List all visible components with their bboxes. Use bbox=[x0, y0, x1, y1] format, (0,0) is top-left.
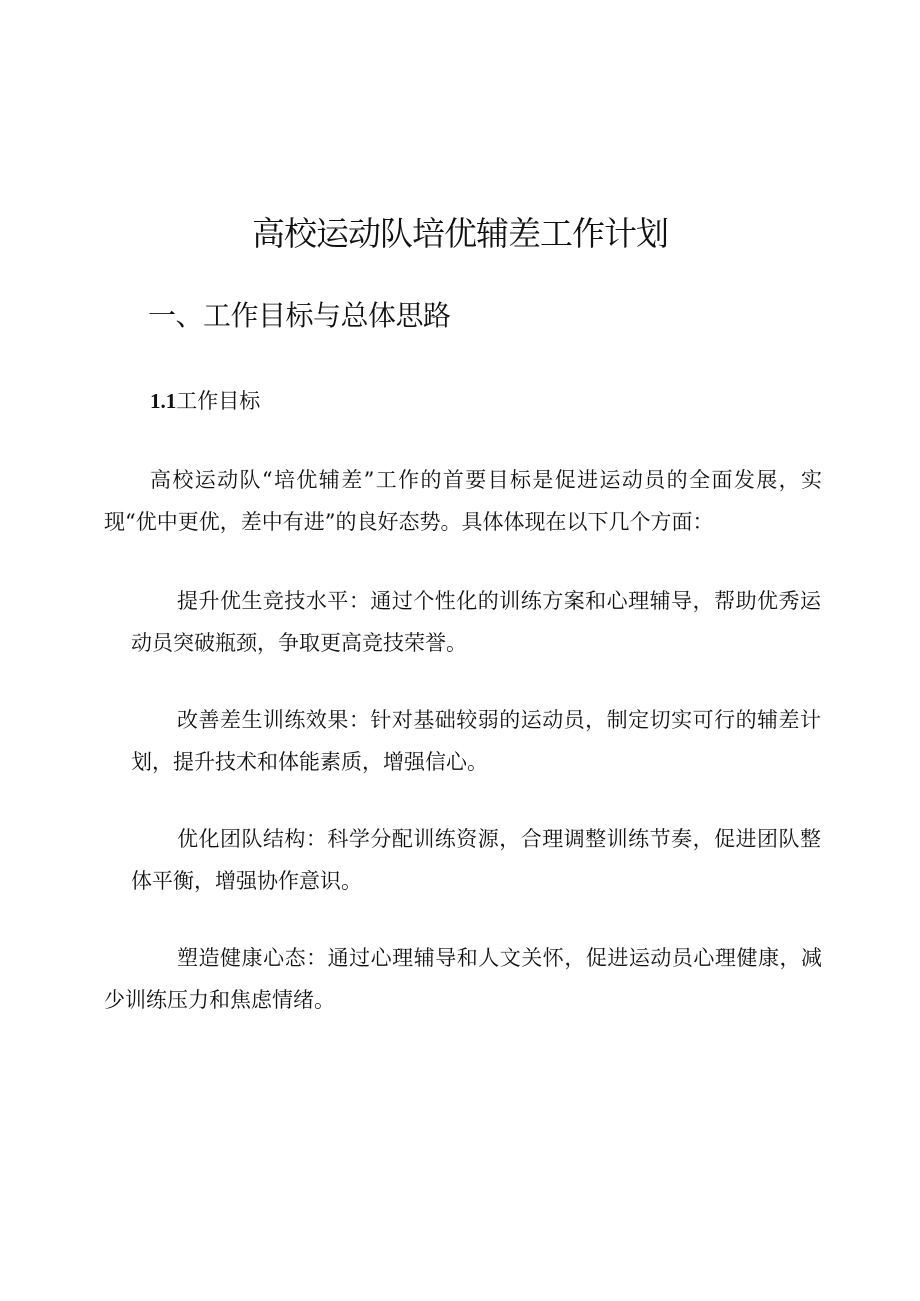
intro-paragraph: 高校运动队“培优辅差”工作的首要目标是促进运动员的全面发展，实现“优中更优，差中有进”的良好态势。具体体现在以下几个方面： bbox=[104, 468, 822, 534]
goal-item-text: 科学分配训练资源，合理调整训练节奏，促进团队整体平衡，增强协作意识。 bbox=[131, 827, 822, 893]
section-heading: 一、工作目标与总体思路 bbox=[148, 299, 451, 332]
goal-item bbox=[131, 818, 821, 902]
subsection-title: 工作目标 bbox=[176, 389, 261, 413]
document-title: 高校运动队培优辅差工作计划 bbox=[252, 214, 668, 253]
goal-item bbox=[104, 937, 822, 1021]
goal-item-term: 提升优生竞技水平： bbox=[177, 589, 371, 613]
subsection-heading bbox=[150, 383, 260, 419]
goal-item-term: 改善差生训练效果： bbox=[177, 708, 371, 732]
goal-item-text: 通过心理辅导和人文关怀，促进运动员心理健康，减少训练压力和焦虑情绪。 bbox=[104, 946, 823, 1012]
goal-item-text: 通过个性化的训练方案和心理辅导，帮助优秀运动员突破瓶颈，争取更高竞技荣誉。 bbox=[131, 589, 822, 655]
goal-item-text: 针对基础较弱的运动员，制定切实可行的辅差计划，提升技术和体能素质，增强信心。 bbox=[131, 708, 822, 774]
goal-item bbox=[131, 699, 821, 783]
goal-item bbox=[131, 580, 821, 664]
goal-item-term: 塑造健康心态： bbox=[177, 946, 328, 970]
goal-item-term: 优化团队结构： bbox=[177, 827, 328, 851]
subsection-number: 1.1 bbox=[150, 389, 177, 413]
